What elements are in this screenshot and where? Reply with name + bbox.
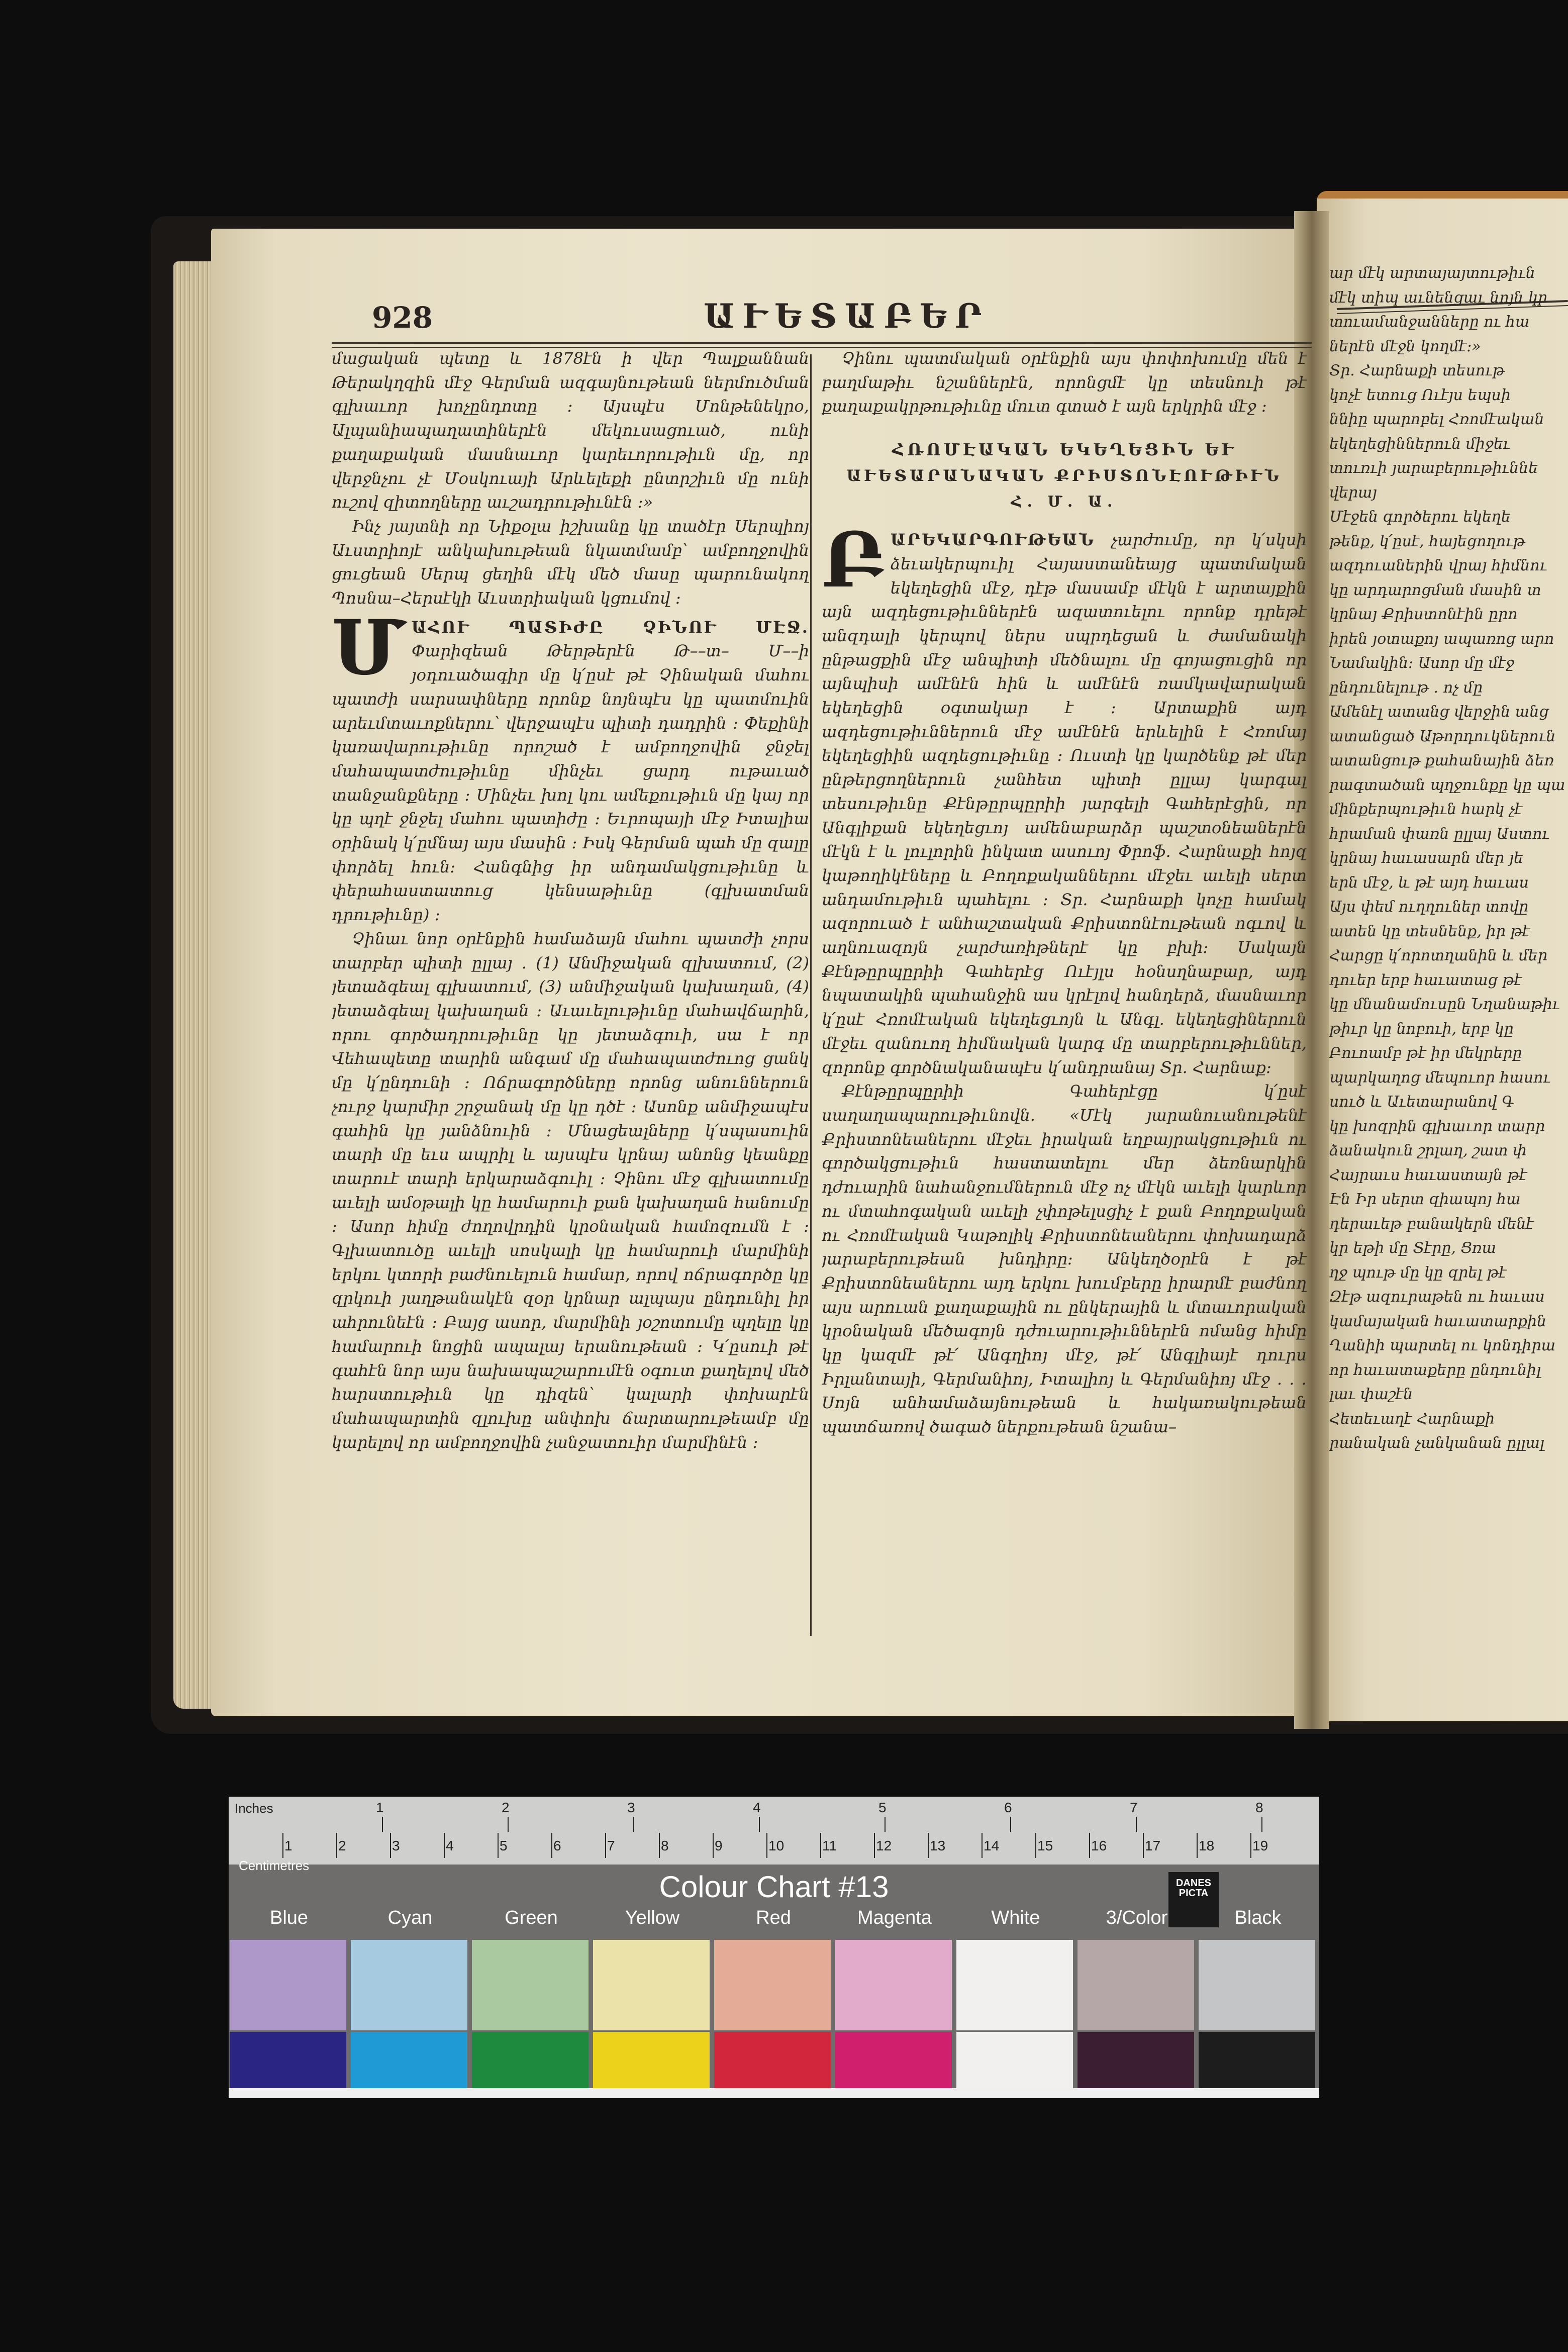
section-heading-line: ԱՒԵՏԱՐԱՆԱԿԱՆ ՔՐԻՍՏՈՆԷՈՒԹԻՒՆ bbox=[846, 467, 1282, 485]
cm-tick-label: 2 bbox=[338, 1838, 346, 1853]
cm-tick-label: 18 bbox=[1199, 1838, 1215, 1853]
cm-tick bbox=[551, 1833, 552, 1858]
cm-tick bbox=[605, 1833, 606, 1858]
article-start bbox=[822, 516, 1307, 1080]
paragraph-text: Փարիզեան Թերթերէն Թ––տ– Մ––ի յօդուածագիր մը կ՛ըսէ թէ Չինական մահու պատժի սարսափները որոնք նոյնպէս կը պատմուին արեւմտաւոքներու՝ վերջապէս պիտի դադրին ։ Փեքինի կառավարութիւնը որոշած է ամբողջովին ջնջել մահապատժութիւնը մինչեւ ցարդ ութաւած տանջանքները ։ Մինչեւ խոլ կու ամեքութիւն մը կայ որ կը պղէ ջնջել մահու պատիժը ։ Եւրոպայի մէջ Իտալիա օրինակ կ՛ըմնայ այս մասին ։ Իսկ Գերման պահ մը զալը փորձել հուն։ Հանգնից իր անդամակցութիւնը և փերահաստատուց կենսաթիւնը (գլխատման դրութիւնը) ։ bbox=[332, 641, 809, 925]
facing-page-line: ազդուաներին վրայ հիմնու bbox=[1329, 557, 1547, 574]
paragraph: Ինչ յայտնի որ Նիքօլա իշխանը կը տածէր Սերպիոյ Աւստրիոյէ անկախութեան նկատմամբ՝ ամբողջովին ցուցեան Սերպ ցեղին մէկ մեծ մասը պարունակող Պոսնա–Հերսէկի Աւստրիական կցումով ։ bbox=[332, 516, 809, 608]
inch-tick-label: 7 bbox=[1130, 1800, 1138, 1815]
swatch-light bbox=[835, 1940, 952, 2030]
facing-page-line: ատանցած Աթորդուկներուն bbox=[1329, 727, 1556, 745]
cm-tick bbox=[1197, 1833, 1198, 1858]
facing-page-line: ար մէկ արտայայտութիւն bbox=[1329, 264, 1535, 282]
chart-title: Colour Chart #13 bbox=[659, 1870, 889, 1904]
facing-page-line: տուռւի յարաբերութիւննե bbox=[1329, 459, 1538, 477]
facing-page-line: կամայական հաւատարքին bbox=[1329, 1312, 1547, 1330]
cm-tick bbox=[1035, 1833, 1036, 1858]
cm-tick-label: 5 bbox=[500, 1838, 508, 1853]
cm-tick-label: 9 bbox=[715, 1838, 723, 1853]
colour-chart bbox=[229, 1797, 1319, 2098]
inch-tick bbox=[1261, 1817, 1262, 1832]
swatch-label: Green bbox=[505, 1907, 558, 1928]
article-lede: ԱՐԵԿԱՐԳՈՒԹԵԱՆ bbox=[890, 530, 1096, 550]
swatch-dark bbox=[714, 2032, 831, 2088]
inch-tick-label: 6 bbox=[1004, 1800, 1012, 1815]
right-column bbox=[822, 347, 1307, 1633]
cm-tick bbox=[982, 1833, 983, 1858]
running-title: ԱՒԵՏԱԲԵՐ bbox=[704, 297, 990, 336]
drop-cap: Բ bbox=[822, 516, 885, 605]
facing-page-line: Այս փեմ ուղղուներ տովը bbox=[1329, 898, 1529, 916]
cm-tick bbox=[820, 1833, 821, 1858]
facing-page-text bbox=[1329, 261, 1565, 1618]
cm-tick-label: 19 bbox=[1252, 1838, 1268, 1853]
paragraph: Չինաւ նոր օրէնքին համաձայն մահու պատժի չորս տարբեր պիտի ըլլայ ․ (1) Անմիջական զլխատում, (2) յետաձգեալ գլխատում, (3) անմիջական կախաղան, (4) յետաձգեալ կախաղան ։ Աւաւելութիւնը մահավճարին, որու գործադրութիւնը կը յետաձգուի, սա է որ Վեհապետը տարին անգամ մը մահապատժուոց ցանկ մը կ՛ընդունի ։ Ոճրագործները որոնց անուններուն չուրջ կարմիր շրջանակ մը կը դծէ ։ Ասոնք անմիջապէս գահին կը յանձնուին ։ Մնացեալները կ՛սպասուին տարի մը եւս ապրիլ և այսպէս կրնայ անոնց կեանքը տարուէ տարի երկարաձգուիլ ։ Չինու մէջ գլխատումը աւելի ամօթալի կը համարուի քան կախաղան հանումը ։ Ասոր հիմը ժողովրդին կրօնական համոզումն է ։ Գլխատուծը աւելի սոսկալի կը համարուի մարմինի երկու կտորի բաժնուելուն համար, որով ոճրագործը կը զրկուի յաղթանակէն զօր կրնար ալպայս ընդունիլ իր ահրունեէն ։ Բայց ասոր, մարմինի յօշոտումը պղելը կը համարուի նոցին ապալայ երանութեան ։ Կ՛ըսուի թէ գահէն նոր այս նախապաշարումէն օգուտ քաղելով մեծ հարստութիւն կը դիզեն՝ կալարի փոխարէն մահապարտին զլուխը անփոխ ճարտարութեամբ մը կարելով որ ամբողջովին չանջատուիր մարմինէն ։ bbox=[332, 929, 809, 1452]
facing-page-line: ատեն կը տեսնենք, իր թէ bbox=[1329, 922, 1530, 940]
facing-page-line: կը մնանամուսըն Նղանաթիւ bbox=[1329, 996, 1560, 1013]
cm-tick-label: 17 bbox=[1145, 1838, 1161, 1853]
swatch-dark bbox=[230, 2032, 346, 2088]
cm-tick-label: 12 bbox=[876, 1838, 892, 1853]
facing-page-line: կր եթի մը Տէրը, Ցռա bbox=[1329, 1239, 1497, 1257]
cm-tick-label: 10 bbox=[768, 1838, 785, 1853]
cm-tick bbox=[766, 1833, 767, 1858]
swatch-light bbox=[351, 1940, 467, 2030]
cm-tick-label: 8 bbox=[661, 1838, 669, 1853]
facing-page-line: Ղանիի պարտել ու կոնդիրա bbox=[1329, 1337, 1556, 1354]
swatch-dark bbox=[835, 2032, 952, 2088]
facing-page-line: երն մէջ, և թէ այդ հաւաս bbox=[1329, 873, 1529, 892]
swatch-light bbox=[956, 1940, 1073, 2030]
facing-page-line: տուամանջանները ու հա bbox=[1329, 313, 1530, 331]
inch-tick-label: 2 bbox=[502, 1800, 510, 1815]
section-heading-line: ՀՌՈՄԷԱԿԱՆ ԵԿԵՂԵՑԻՆ ԵՒ bbox=[892, 440, 1237, 460]
facing-page-line: հրաման փառն ըլլայ Աստու bbox=[1329, 825, 1550, 843]
swatch-light bbox=[472, 1940, 589, 2030]
cm-tick-label: 13 bbox=[930, 1838, 946, 1853]
cm-tick-label: 6 bbox=[553, 1838, 561, 1853]
inches-label: Inches bbox=[235, 1801, 273, 1816]
article-lede: ԱՀՈՒ ՊԱՏԻԺԸ ՉԻՆՈՒ ՄԷՋ. bbox=[411, 617, 809, 637]
inch-tick bbox=[382, 1817, 383, 1832]
centimetres-label: Centimetres bbox=[239, 1858, 310, 1873]
facing-page-line: վերայ bbox=[1329, 483, 1377, 502]
facing-page-line: որ հաւատաքերը ընդունիլ bbox=[1329, 1361, 1541, 1379]
column-divider bbox=[810, 354, 812, 1636]
facing-page-line: Մէջեն գործերու եկեղե bbox=[1329, 508, 1511, 526]
cm-tick bbox=[390, 1833, 391, 1858]
cm-tick-label: 3 bbox=[392, 1838, 400, 1853]
section-heading bbox=[822, 437, 1307, 515]
inch-tick bbox=[1010, 1817, 1011, 1832]
swatch-dark bbox=[593, 2032, 710, 2088]
swatch-label: Blue bbox=[269, 1907, 309, 1928]
inch-tick bbox=[885, 1817, 886, 1832]
cm-tick-label: 11 bbox=[822, 1838, 837, 1853]
inch-tick-label: 1 bbox=[376, 1800, 384, 1815]
facing-page-line: Հետեւաղէ Հարնաքի bbox=[1329, 1410, 1495, 1428]
swatch-light bbox=[593, 1940, 710, 2030]
facing-page-line: դուեր երբ հաւատաց թէ bbox=[1329, 971, 1522, 989]
facing-page-line: սուծ և Աւետարանով Գ bbox=[1329, 1093, 1514, 1111]
facing-page-line: Հարցը կ՛որոտղանին և մեր bbox=[1329, 947, 1548, 964]
facing-page-line: ներէն մէջն կողմէ։» bbox=[1329, 337, 1481, 355]
swatch-dark bbox=[1077, 2032, 1194, 2088]
facing-page-line: ատանցութ քահանային ձեռ bbox=[1329, 752, 1554, 769]
facing-page-line: ննիը պարոբել Հռոմէական bbox=[1329, 411, 1544, 428]
facing-page-line: ընդունելութ ․ ոչ մը bbox=[1329, 678, 1483, 697]
cm-tick bbox=[1143, 1833, 1144, 1858]
paragraph: Չինու պատմական օրէնքին այս փոփոխումը մեն է բաղմաթիւ նշաններէն, որոնցմէ կը տեսնուի թէ քաղաքակրթութիւնը մուտ գտած է այն երկրին մէջ ։ bbox=[822, 349, 1307, 416]
swatch-dark bbox=[472, 2032, 589, 2088]
inch-tick bbox=[1136, 1817, 1137, 1832]
cm-tick bbox=[282, 1833, 283, 1858]
swatch-label: Magenta bbox=[857, 1907, 932, 1928]
facing-page-line: Էն Իր սերտ զիապոյ հա bbox=[1329, 1191, 1521, 1208]
facing-page-line: Զէթ ազուրաթեն ու հաւաս bbox=[1329, 1288, 1545, 1306]
facing-page-line: պարկաղոց մեպուոր հասու bbox=[1329, 1068, 1551, 1087]
facing-page-line: Ամենէլ ատանց վերջին անց bbox=[1329, 703, 1549, 721]
swatch-dark bbox=[1199, 2032, 1315, 2088]
facing-page-line: մինքերպութիւն հարկ չէ bbox=[1329, 801, 1523, 818]
facing-page-line: դերաւեթ բանակերն մենէ bbox=[1329, 1215, 1534, 1233]
facing-page-line: իրեն յօտաքոյ ապառոց արո bbox=[1329, 630, 1554, 648]
facing-page-line: Հայրաւս հաւաստայն թէ bbox=[1329, 1166, 1527, 1184]
swatch-label: 3/Color bbox=[1106, 1907, 1168, 1928]
cm-tick bbox=[1250, 1833, 1251, 1858]
swatch-dark bbox=[956, 2032, 1073, 2088]
danes-picta-logo: DANES PICTA bbox=[1168, 1872, 1219, 1927]
facing-page-line: Նամակին։ Ասոր մը մէջ bbox=[1329, 654, 1515, 672]
facing-page-line: ղջ պութ մը կը զրել թէ bbox=[1329, 1263, 1507, 1282]
facing-page-line: կոչէ ետուց Ուէյս եպսի bbox=[1329, 386, 1511, 404]
swatch-light bbox=[1077, 1940, 1194, 2030]
facing-page-line: րագտածան պղջունքը կը պա bbox=[1329, 776, 1565, 794]
drop-cap: Մ bbox=[332, 603, 406, 692]
inch-tick-label: 3 bbox=[627, 1800, 635, 1815]
page-number: 928 bbox=[372, 301, 433, 335]
cm-tick bbox=[444, 1833, 445, 1858]
facing-page-line: եկեղեցիններուն միջեւ bbox=[1329, 435, 1511, 453]
cm-tick bbox=[498, 1833, 499, 1858]
facing-page-line: կրնայ Քրիստոնէին ըրո bbox=[1329, 606, 1518, 623]
facing-page-line: թիւր կը նոբուի, երբ կը bbox=[1329, 1020, 1514, 1038]
inch-tick-label: 4 bbox=[753, 1800, 761, 1815]
swatch-dark bbox=[351, 2032, 467, 2088]
cm-tick-label: 14 bbox=[984, 1838, 1000, 1853]
facing-page-line: Տր. Հարնաքի տեսութ bbox=[1329, 362, 1505, 379]
inch-tick-label: 8 bbox=[1255, 1800, 1263, 1815]
paragraph-text: չարժումը, որ կ՛սկսի ձեւակերպուիլ Հայաստանեայց պատմական եկեղեցին մէջ, դէթ մասամբ մէկն է արտայքին այն ազդեցութիւններէն ազատուելու որոնք դրեթէ անզդալի կերպով ներս սպրդեցան և ժամանակի ընթացքին մէջ անպիտի մեծնալու մը գոյացուցին որ այնպիսի ամէնէն հին և ամէնէն ռամկավարական եկեղեցին օգտակար է ։ Արտաքին այդ ազդեցութիւններուն մէջ ամէնէն երևելին է Հռոմայ եկեղեցիին ազդեցութիւնը ։ Ուստի կը կարծենք թէ մեր ընթերցողներուն չանհետ պիտի ըլլայ կարգալ տեսութիւնը Քէնթըրպըրիի յարգելի Գահերէցին, որ Անգլիքան եկեղեցւոյ ամենաբարձր պաշտօնեաներէն մէկն է և լուլորին ինկատ ասուոյ Փրոֆ. Հարնաքի հոյզ կաթողիկէները և Բողոքականներու մէջեւ աւելի սերտ անդամութիւն պահելու ։ Տր. Հարնաքի կոչը համակ ազորուած է անհաշտական Քրիստոնէութեան ոգւով և աղնուազոյն չարժառիթներէ կը բխի։ Սակայն Քէնթըրպըրիի Գահերէց Ուէյլս հօնսղնաբար, այդ նպատակին պահանջին աս կրէլով հանդերձ, մասնաւոր կ՛ըսէ Հռոմէական եկեղեցւոյն և Անգլ. եկեղեցիներուն մէջեւ զանուող հիմնական կարգ մը տարբերութիւններ, զորոնք գործնականապէս կ՛անդրանայ Տր. Հարնաք։ bbox=[822, 530, 1307, 1077]
facing-page-line: ձանակուն շրլաղ, շատ փ bbox=[1329, 1142, 1527, 1159]
cm-tick-label: 15 bbox=[1037, 1838, 1053, 1853]
cm-tick-label: 4 bbox=[446, 1838, 454, 1853]
cm-tick bbox=[659, 1833, 660, 1858]
paragraph: Քէնթըրպըրիի Գահերէցը կ՛ըսէ սաղաղապարութիւնովն. «Մէկ յարանուանութենէ Քրիստոնեաներու մէջեւ իրական եղբայրակցութիւն ու գործակցութիւն հաստատելու մեր ձեռնարկին դժուարին նահանջումներուն մէջ ոչ մէկն աւելի կարևոր ու մտահոգական աւելի չփոթելսցիչ է քան Բողոքական ու Հռոմէական Կաթոլիկ Քրիստոնեաներու փոխադարձ յարաբերութեան խնդիրը։ Անկեղծօրէն է թէ Քրիստոնեաներու այդ երկու խումբերը իրարմէ բաժնող այս արուան քաղաքային ու ընկերային և մտաւորական կրօնական մեծագոյն դժուարութիւններէն ոմանց հիմը կը կազմէ թէ՛ Անգղիոյ մէջ, թէ՛ Անգլիայէ դուրս Իրլանտայի, Գերմանիոյ, Իտալիոյ և Գերմանիոյ մէջ ․ ․ ․ Սոյն անհամաձայնութեան և հակառակութեան պատճառով ծագած ներքութեան նշանա– bbox=[822, 1082, 1307, 1437]
cm-tick bbox=[336, 1833, 337, 1858]
swatch-light bbox=[714, 1940, 831, 2030]
facing-page-line: կը խոզրին գլխաւոր տարր bbox=[1329, 1117, 1545, 1135]
cm-tick-label: 7 bbox=[607, 1838, 615, 1853]
cm-tick bbox=[928, 1833, 929, 1858]
inch-tick bbox=[759, 1817, 760, 1832]
swatch-light bbox=[230, 1940, 346, 2030]
facing-page-line: կը արդարոցման մասին տ bbox=[1329, 581, 1541, 599]
facing-page-line: թենք, կ՛ըսէ, հայեցողութ bbox=[1329, 532, 1525, 550]
swatch-label: Red bbox=[756, 1907, 791, 1928]
swatch-label: Black bbox=[1234, 1907, 1282, 1928]
facing-page-line: մէկ տիպ աւնենցաւ նոյն կր bbox=[1329, 288, 1547, 307]
article-start bbox=[332, 603, 809, 927]
inch-tick bbox=[508, 1817, 509, 1832]
cm-tick bbox=[1089, 1833, 1090, 1858]
swatch-label: White bbox=[991, 1907, 1040, 1928]
facing-page-line: Բուոամբ թէ իր մեկրերը bbox=[1329, 1044, 1522, 1062]
card-edge bbox=[229, 2088, 1319, 2098]
swatch-label: Yellow bbox=[625, 1907, 680, 1928]
facing-page-line: րանական չանկանան ըլլալ bbox=[1329, 1434, 1545, 1452]
cm-tick bbox=[874, 1833, 875, 1858]
cm-tick-label: 1 bbox=[284, 1838, 292, 1853]
inch-tick bbox=[633, 1817, 634, 1832]
swatch-label: Cyan bbox=[387, 1907, 433, 1928]
cm-tick-label: 16 bbox=[1091, 1838, 1107, 1853]
swatch-light bbox=[1199, 1940, 1315, 2030]
facing-page-line: լաւ փաշէն bbox=[1329, 1386, 1413, 1403]
facing-page-line: կրնայ հաւասարն մեր յե bbox=[1329, 849, 1523, 867]
ruler bbox=[229, 1797, 1319, 1873]
section-heading-line: Հ. Մ. Ա. bbox=[1011, 493, 1118, 511]
inch-tick-label: 5 bbox=[878, 1800, 887, 1815]
cm-tick bbox=[713, 1833, 714, 1858]
paragraph: մացական պետը և 1878էն ի վեր Պալքաննան Թերակղզին մէջ Գերման ազգայնութեան ներմուծման գլխաւոր խոչընդոտը ։ Այսպէս Մոնթենեկրօ, Ալպանիապաղատիներէն մեկուսացուած, ունի քաղաքական մասնաւոր կարեւորութիւն մը, որ վերջնչու չէ Մօսկուայի Արևելեքի ընտրշիւն մը ունի ուշով զիտողները աւշադրութիւնէն ։» bbox=[332, 349, 809, 512]
left-column bbox=[332, 347, 809, 1633]
